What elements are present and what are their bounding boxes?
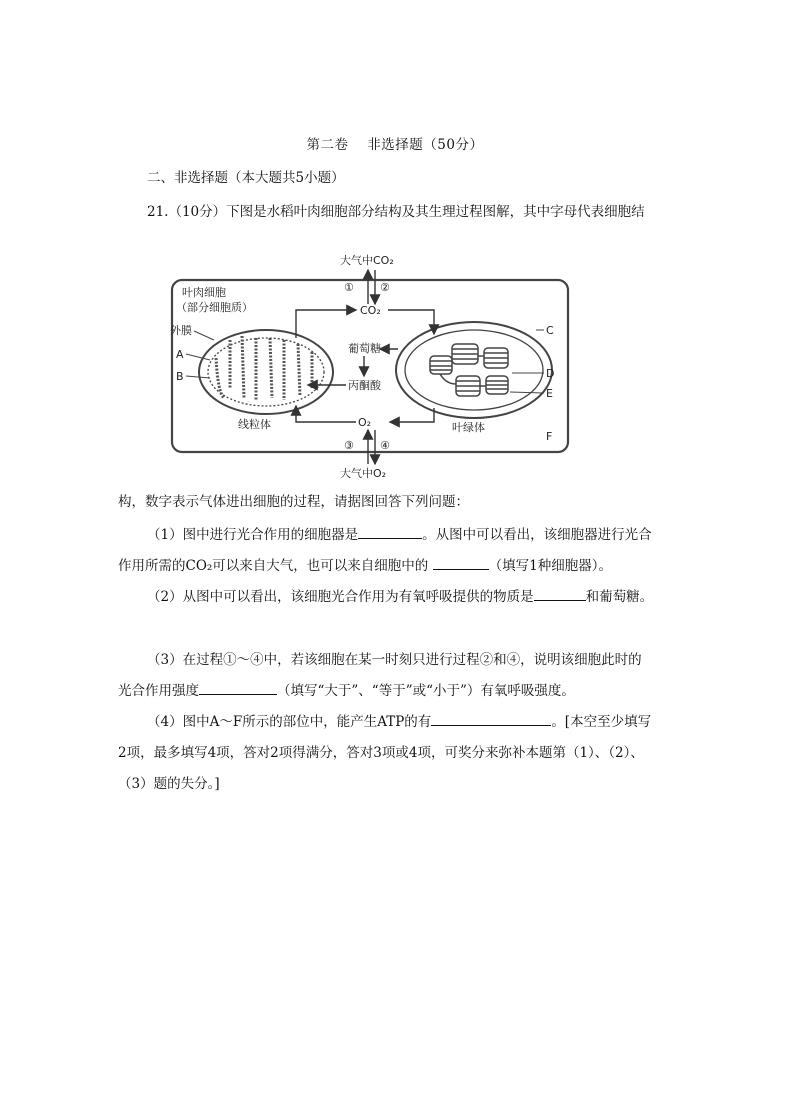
label-c: C (546, 324, 554, 337)
question-stem-line1: 21.（10分）下图是水稻叶肉细胞部分结构及其生理过程图解，其中字母代表细胞结 (147, 204, 645, 220)
q4-line3: （3）题的失分。] (118, 776, 220, 792)
label-a: A (176, 348, 184, 361)
label-mitochondrion: 线粒体 (238, 418, 271, 431)
label-f: F (546, 430, 553, 443)
label-process-3: ③ (344, 439, 354, 452)
q4-line1 (147, 710, 651, 730)
label-co2: CO₂ (360, 304, 381, 317)
label-d: D (546, 367, 555, 380)
q1-text-c: 作用所需的CO₂可以来自大气，也可以来自细胞中的 (118, 558, 429, 574)
label-e: E (546, 387, 553, 400)
q3-line2 (118, 679, 575, 699)
q1-text-d: （填写1种细胞器）。 (488, 558, 612, 574)
label-outer-membrane: 外膜 (170, 324, 192, 337)
q4-line2: 2项，最多填写4项，答对2项得满分，答对3项或4项，可奖分来弥补本题第（1）、（2）、 (118, 745, 644, 761)
label-cell-part: （部分细胞质） (176, 301, 253, 314)
q4-text-a: （4）图中A～F所示的部位中，能产生ATP的有 (147, 714, 432, 730)
q1-text-a: （1）图中进行光合作用的细胞器是 (147, 527, 359, 543)
question-stem-line2: 构，数字表示气体进出细胞的过程，请据图回答下列问题： (118, 494, 469, 510)
q4-text-b: 。[本空至少填写 (551, 714, 652, 730)
label-o2: O₂ (358, 416, 372, 429)
label-cell-name: 叶肉细胞 (182, 286, 226, 299)
q1-blank-2[interactable] (433, 557, 489, 570)
q2-text-a: （2）从图中可以看出，该细胞光合作用为有氧呼吸提供的物质是 (147, 589, 534, 605)
label-process-1: ① (344, 281, 354, 294)
cell-diagram (168, 248, 588, 480)
q1-line1 (147, 523, 652, 543)
q2-blank[interactable] (534, 588, 586, 601)
label-pyruvate: 丙酮酸 (348, 379, 381, 392)
q3-line1: （3）在过程①～④中，若该细胞在某一时刻只进行过程②和④，说明该细胞此时的 (147, 652, 642, 668)
label-atmosphere-co2: 大气中CO₂ (340, 254, 394, 267)
q1-blank-1[interactable] (358, 526, 422, 539)
mitochondrion-shape (199, 330, 333, 414)
q2-line (147, 585, 653, 605)
section-heading: 二、非选择题（本大题共5小题） (147, 170, 345, 186)
label-glucose: 葡萄糖 (348, 342, 381, 355)
q3-blank[interactable] (199, 682, 277, 695)
q1-text-b: 。从图中可以看出，该细胞器进行光合 (422, 527, 652, 543)
part-title: 第二卷 非选择题（50分） (306, 137, 484, 153)
q4-blank[interactable] (431, 713, 551, 726)
label-process-4: ④ (380, 439, 390, 452)
q3-text-b: （填写“大于”、“等于”或“小于”）有氧呼吸强度。 (277, 683, 575, 699)
label-process-2: ② (380, 281, 390, 294)
label-b: B (176, 370, 184, 383)
label-atmosphere-o2: 大气中O₂ (340, 467, 387, 480)
q3-text-a: 光合作用强度 (118, 683, 199, 699)
q1-line2 (118, 554, 612, 574)
label-chloroplast: 叶绿体 (452, 421, 485, 434)
chloroplast-shape (396, 322, 555, 418)
q2-text-b: 和葡萄糖。 (585, 589, 654, 605)
